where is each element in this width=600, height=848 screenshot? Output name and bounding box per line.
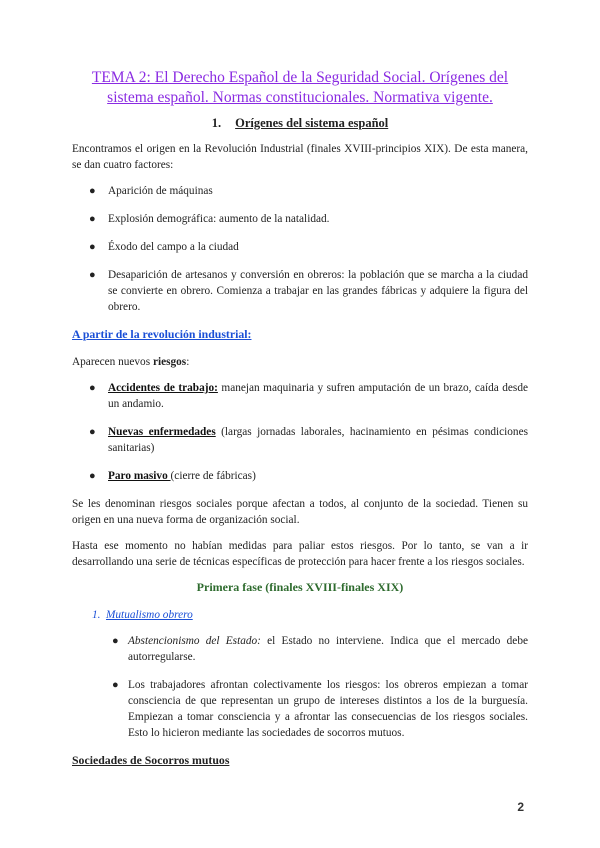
risks-intro: Aparecen nuevos riesgos: (72, 356, 190, 368)
social-risks-paragraph: Se les denominan riesgos sociales porque afectan a todos, al conjunto de la sociedad. Tienen su origen en una nueva forma de organización social. (72, 498, 528, 526)
list-item: ● Los trabajadores afrontan colectivamente los riesgos: los obreros empiezan a tomar consciencia de que representan un grupo de intereses distintos a los de la burguesía. Empiezan a tomar consciencia y a afrontar las consecuencias de los riesgos sociales. Esto lo hicieron mediante las sociedades de socorros mutuos. (112, 679, 528, 739)
factors-list (72, 183, 528, 315)
bullet-icon: ● (89, 213, 96, 225)
page-number: 2 (517, 800, 524, 814)
page-title: TEMA 2: El Derecho Español de la Seguridad Social. Orígenes del sistema español. Normas constitucionales. Normativa vigente. (91, 69, 509, 106)
bullet-icon: ● (89, 470, 96, 482)
section-heading (72, 116, 528, 131)
list-item: ● Accidentes de trabajo: manejan maquinaria y sufren amputación de un brazo, caída desde un andamio. (89, 382, 528, 410)
mutualism-item: 1. Mutualismo obrero (92, 609, 193, 621)
mutualism-points (72, 633, 528, 741)
intro-paragraph: Encontramos el origen en la Revolución Industrial (finales XVIII-principios XIX). De esta manera, se dan cuatro factores: (72, 143, 528, 171)
list-item: ● Abstencionismo del Estado: el Estado no interviene. Indica que el mercado debe autorregularse. (112, 635, 528, 663)
measures-paragraph: Hasta ese momento no habían medidas para paliar estos riesgos. Por lo tanto, se van a ir desarrollando una serie de técnicas específicas de protección para hacer frente a los riesgos sociales. (72, 540, 528, 568)
risks-list (72, 380, 528, 484)
phase-heading: Primera fase (finales XVIII-finales XIX) (196, 580, 404, 594)
list-item: ● Aparición de máquinas (89, 185, 213, 197)
list-item: ● Nuevas enfermedades (largas jornadas laborales, hacinamiento en pésimas condiciones sanitarias) (89, 426, 528, 454)
bullet-icon: ● (89, 382, 96, 394)
bullet-icon: ● (89, 185, 96, 197)
section-title: Orígenes del sistema español (235, 116, 389, 130)
subheading-industrial-revolution: A partir de la revolución industrial: (72, 327, 252, 341)
list-item: ● Explosión demográfica: aumento de la natalidad. (89, 213, 330, 225)
list-item: ● Paro masivo (cierre de fábricas) (89, 470, 256, 482)
bullet-icon: ● (112, 679, 119, 691)
bullet-icon: ● (89, 241, 96, 253)
bullet-icon: ● (89, 269, 96, 281)
section-number: 1. (211, 116, 222, 130)
bullet-icon: ● (89, 426, 96, 438)
societies-heading: Sociedades de Socorros mutuos (72, 753, 230, 767)
list-item: ● Desaparición de artesanos y conversión en obreros: la población que se marcha a la ciudad se convierte en obrero. Comienza a trabajar en las grandes fábricas y adquiere la figura del obrero. (89, 269, 528, 313)
bullet-icon: ● (112, 635, 119, 647)
document-page (72, 68, 528, 768)
list-item: ● Éxodo del campo a la ciudad (89, 241, 239, 253)
